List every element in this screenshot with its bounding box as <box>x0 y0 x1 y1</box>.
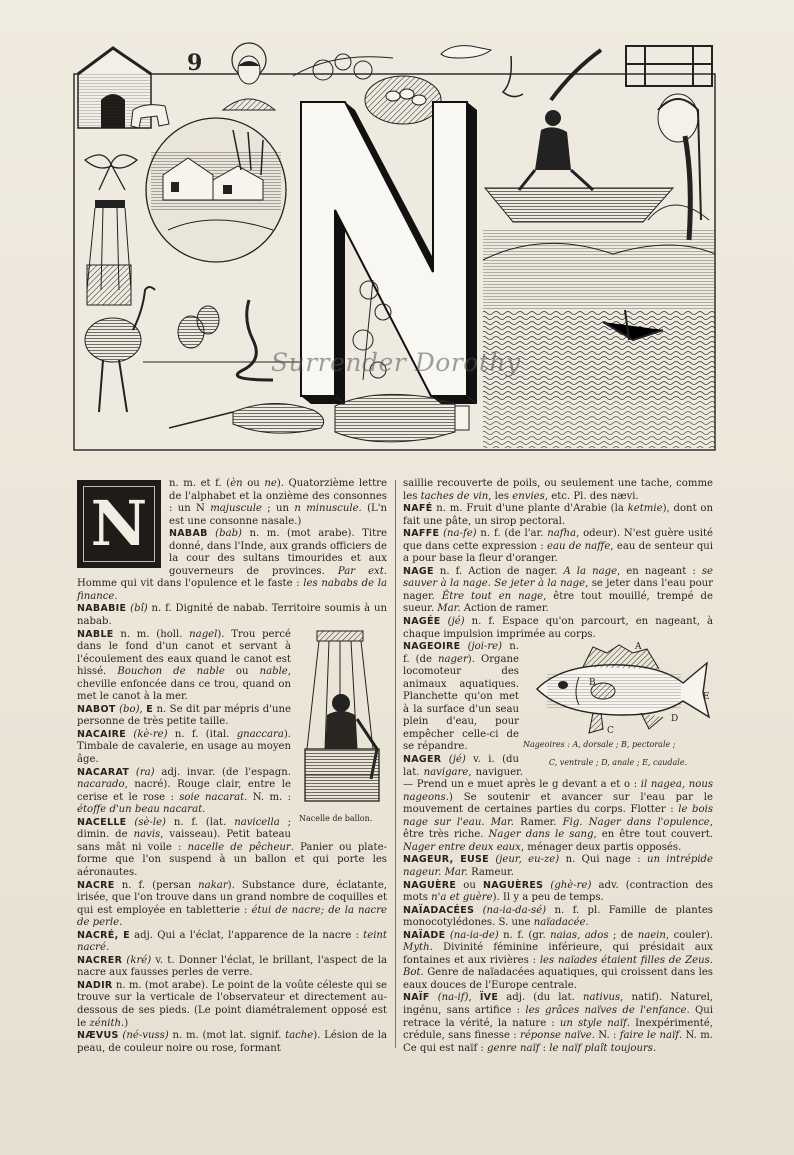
entry-nacrer: NACRER (kré) v. t. Donner l'éclat, le brillant, l'aspect de la nacre aux fausses perles de verre. <box>77 954 387 979</box>
entry-nadir: NADIR n. m. (mot arabe). Le point de la voûte céleste qui se trouve sur la verticale de l'observateur et directement au-dessous de ses pieds. (Le point diamétralement opposé est le zénith.) <box>77 979 387 1029</box>
entry-nagee: NAGÉE (jé) n. f. Espace qu'on parcourt, en nageant, à chaque impulsion imprimée au corps. <box>403 616 713 640</box>
window-frame-icon <box>626 46 712 86</box>
entry-nageoire: A B C D E Nageoires : A, dorsale ; B, pectorale ; NAGEOIRE (joi-re) n. f. (de nager). Organe locomoteur des animaux aquatiques. Planchette qu'on met à la surface d'un seau plein d'eau, pour empêcher celle-ci de se répandre. <box>403 641 713 754</box>
kennel-icon <box>78 48 169 128</box>
entry-nable: Nacelle de ballon. NABLE n. m. (holl. nagel). Trou percé dans le fond d'un canot et servant à l'écoulement des eaux quand le canot est hissé. Bouchon de nable ou nable, cheville enfoncée dans ce trou, quand on met le canot à la mer. <box>77 629 387 704</box>
entry-naiade: NAÏADE (na-ia-de) n. f. (gr. naias, ados ; de naein, couler). Myth. Divinité féminine inférieure, qui présidait aux fontaines et aux rivières : les naïades étaient filles de Zeus. Bot. Genre de naïadacées aquatiques, qui croissent dans les eaux douces de l'Europe centrale. <box>403 929 713 991</box>
entry-naif: NAÏF (na-if), ÏVE adj. (du lat. nativus, natif). Naturel, ingénu, sans artifice : les grâces naïves de l'enfance. Qui retrace la vérité, la nature : un style naïf. Inexpérimenté, crédule, sans finesse : réponse naïve. N. : faire le naïf. N. m. Ce qui est naïf : genre naïf : le naïf plaît toujours. <box>403 992 713 1054</box>
balloon-basket-icon <box>297 629 387 829</box>
man-on-mat <box>485 110 673 222</box>
fin-label-d: D <box>671 714 679 725</box>
fin-label-b: B <box>589 678 596 689</box>
ostrich-icon <box>85 287 155 412</box>
balloon-basket-small <box>87 200 131 305</box>
fin-label-c: C <box>607 726 614 737</box>
bow-icon <box>85 155 137 190</box>
letter-n-illustration <box>73 40 716 452</box>
seascape-with-ship <box>483 230 715 448</box>
entry-n: N n. m. et f. (èn ou ne). Quatorzième lettre de l'alphabet et la onzième des consonnes : un N majuscule ; un n minuscule. (L'n est une consonne nasale.) <box>77 478 387 528</box>
winter-village-medallion <box>146 118 286 262</box>
entry-nacre-adj: NACRÉ, E adj. Qui a l'éclat, l'apparence de la nacre : teint nacré. <box>77 929 387 954</box>
balloon-caption: Nacelle de ballon. <box>299 813 373 823</box>
watermark-text: Surrender Dorothy <box>271 348 521 377</box>
snake-icon <box>237 300 273 380</box>
entry-nager: C, ventrale ; D, anale ; E, caudale. NAGER (jé) v. i. (du lat. navigare, naviguer. — Prend un e muet après le g devant a et o : il nagea, nous nageons.) Se soutenir et avancer sur l'eau par le mouvement de certaines parties du corps. Flotter : le bois nage sur l'eau. Mar. Ramer. Fig. Nager dans l'opulence, être très riche. Nager dans le sang, en être tout couvert. Nager entre deux eaux, ménager deux partis opposés. <box>403 754 714 853</box>
entry-nacaire: NACAIRE (kè-re) n. f. (ital. gnaccara). Timbale de cavalerie, en usage au moyen âge. <box>77 728 291 766</box>
fin-label-a: A <box>635 642 642 653</box>
entry-nacarat: NACARAT (ra) adj. invar. (de l'espagn. nacarado, nacré). Rouge clair, entre le cerise et le rose : soie nacarat. N. m. : étoffe d'un beau nacarat. <box>77 766 291 816</box>
page-number: 9 <box>187 50 203 76</box>
entry-nacelle: NACELLE (sè-le) n. f. (lat. navicella ; dimin. de navis, vaisseau). Petit bateau sans mât ni voile : nacelle de pêcheur. Panier ou plate-forme que l'on suspend à un ballon et qui porte les aéronautes. <box>77 816 387 878</box>
drop-cap-letter: N <box>77 480 161 568</box>
entry-nabot: NABOT (bo), E n. Se dit par mépris d'une personne de très petite taille. <box>77 703 291 728</box>
nose-icon <box>503 56 523 97</box>
fish-legend-line-1: Nageoires : A, dorsale ; B, pectorale ; <box>523 740 676 750</box>
entry-nage: NAGE n. f. Action de nager. A la nage, en nageant : se sauver à la nage. Se jeter à la nage, se jeter dans l'eau pour nager. Être tout en nage, être tout mouillé, trempé de sueur. Mar. Action de ramer. <box>403 565 714 615</box>
fish-icon <box>523 643 713 739</box>
rope-knot-icon <box>551 50 601 100</box>
girl-with-braid <box>648 94 709 240</box>
entry-naevus-continued: saillie recouverte de poils, ou seulement une tache, comme les taches de vin, les envies, etc. Pl. des nævi. <box>403 478 713 502</box>
left-column <box>77 478 387 1055</box>
entry-nacre: NACRE n. f. (persan nakar). Substance dure, éclatante, irisée, que l'on trouve dans un grand nombre de coquilles et qui est employée en tabletterie : étui de nacre; de la nacre de perle. <box>77 879 387 929</box>
entry-naguere: NAGUÈRE ou NAGUÈRES (ghè-re) adv. (contraction des mots n'a et guère). Il y a peu de temps. <box>403 879 713 904</box>
column-divider <box>395 480 396 1048</box>
right-column <box>403 478 713 1055</box>
entry-naiadacees: NAÏADACÉES (na-ia-da-sé) n. f. pl. Famille de plantes monocotylédones. S. une naïadacée. <box>403 904 713 929</box>
fish-legend-line-2: C, ventrale ; D, anale ; E, caudale. <box>548 758 688 768</box>
entry-naevus: NÆVUS (né-vuss) n. m. (mot lat. signif. tache). Lésion de la peau, de couleur noire ou rose, formant <box>77 1030 387 1054</box>
fish-fins-figure <box>523 643 713 755</box>
entry-naffe: NAFFE (na-fe) n. f. (de l'ar. nafha, odeur). N'est guère usité que dans cette expression : eau de naffe, eau de senteur qui a pour base la fleur d'oranger. <box>403 528 714 565</box>
narwhal-icon <box>169 403 324 433</box>
saint-portrait <box>223 43 275 110</box>
shuttle-icon <box>441 46 491 58</box>
entry-nabab: NABAB (bab) n. m. (mot arabe). Titre donné, dans l'Inde, aux grands officiers de la cour des sultans timourides et aux gouverneurs de provinces. Par ext. Homme qui vit dans l'opulence et le faste : les nababs de la finance. <box>77 528 387 602</box>
entry-nafe: NAFÉ n. m. Fruit d'une plante d'Arabie (la ketmie), dont on fait une pâte, un sirop pectoral. <box>403 503 713 527</box>
engraving-scene <box>73 40 716 452</box>
fin-label-e: E <box>703 692 710 703</box>
entry-nageur: NAGEUR, EUSE (jeur, eu-ze) n. Qui nage : un intrépide nageur. Mar. Rameur. <box>403 854 713 878</box>
balloon-nacelle-figure <box>297 629 387 829</box>
entry-nababie: NABABIE (bî) n. f. Dignité de nabab. Territoire soumis à un nabab. <box>77 603 387 628</box>
